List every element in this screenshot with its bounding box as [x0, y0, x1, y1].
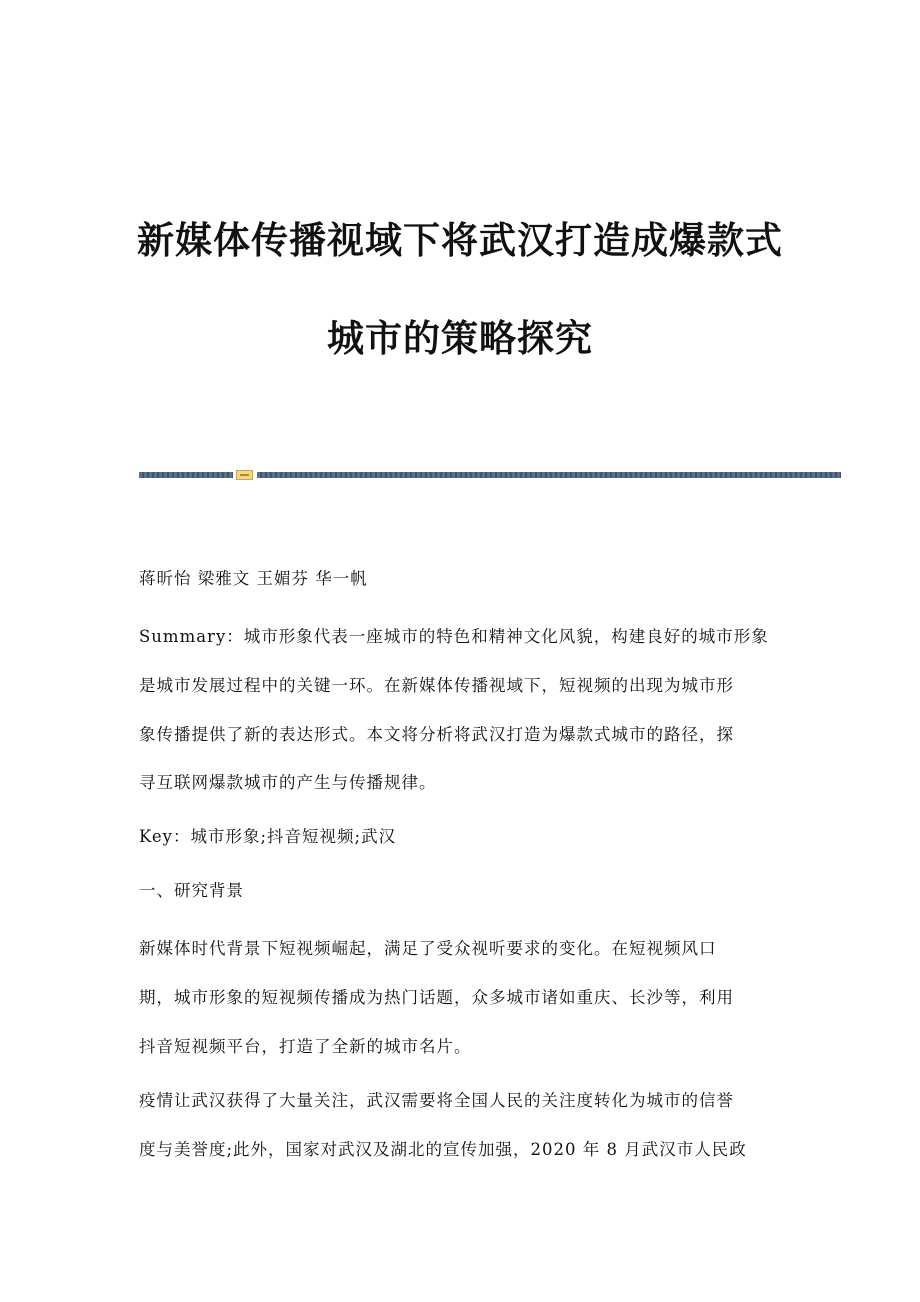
- divider-bar-left: [139, 472, 233, 478]
- summary-line: 象传播提供了新的表达形式。本文将分析将武汉打造为爆款式城市的路径，探: [139, 725, 734, 744]
- author-list: 蒋昕怡 梁雅文 王媚芬 华一帆: [139, 569, 368, 588]
- section-heading: 一、研究背景: [139, 881, 244, 900]
- paragraph-line: 抖音短视频平台，打造了全新的城市名片。: [139, 1037, 472, 1056]
- paragraph-line: 疫情让武汉获得了大量关注，武汉需要将全国人民的关注度转化为城市的信誉: [139, 1091, 734, 1110]
- paragraph-line: 期，城市形象的短视频传播成为热门话题，众多城市诸如重庆、长沙等，利用: [139, 988, 734, 1007]
- summary-line: Summary：城市形象代表一座城市的特色和精神文化风貌，构建良好的城市形象: [139, 627, 769, 646]
- divider-bar-right: [257, 472, 841, 478]
- keywords-line: Key：城市形象;抖音短视频;武汉: [139, 827, 397, 846]
- title-divider: [139, 470, 841, 479]
- document-title-line-2: 城市的策略探究: [327, 316, 593, 360]
- paragraph-line: 新媒体时代背景下短视频崛起，满足了受众视听要求的变化。在短视频风口: [139, 939, 717, 958]
- divider-emblem-icon: [236, 470, 253, 480]
- summary-line: 是城市发展过程中的关键一环。在新媒体传播视域下，短视频的出现为城市形: [139, 676, 734, 695]
- summary-line: 寻互联网爆款城市的产生与传播规律。: [139, 773, 437, 792]
- paragraph-line: 度与美誉度;此外，国家对武汉及湖北的宣传加强，2020 年 8 月武汉市人民政: [139, 1140, 747, 1159]
- document-title-line-1: 新媒体传播视域下将武汉打造成爆款式: [137, 218, 783, 262]
